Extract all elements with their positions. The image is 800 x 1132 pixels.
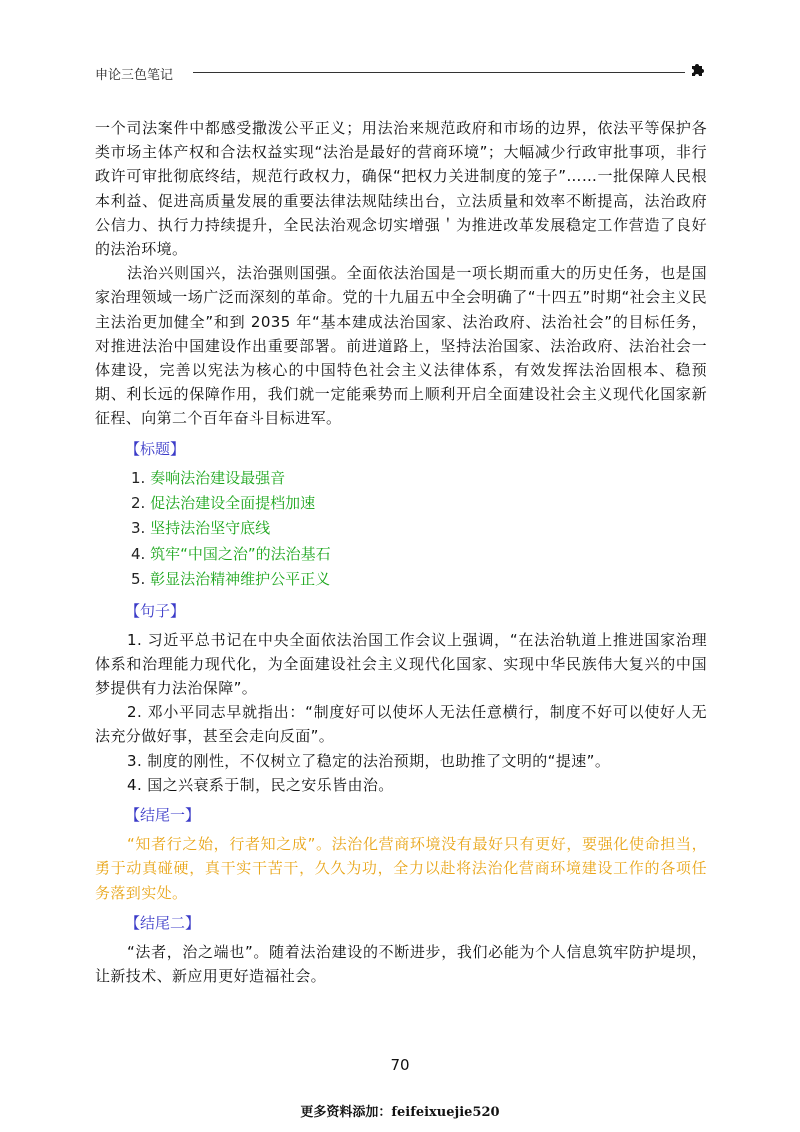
ending2-text: “法者，治之端也”。随着法治建设的不断进步，我们必能为个人信息筑牢防护堤坝，让新技术、新应用更好造福社会。 (95, 942, 707, 985)
page-number: 70 (390, 1056, 410, 1074)
title-number: 1. (131, 468, 146, 487)
title-text: 促法治建设全面提档加速 (150, 494, 316, 513)
titles-heading: 【标题】 (125, 439, 186, 458)
page-header (95, 60, 707, 84)
list-item (131, 516, 707, 541)
title-text: 彰显法治精神维护公平正义 (150, 570, 331, 589)
sentence-2: 2. 邓小平同志早就指出：“制度好可以使坏人无法任意横行，制度不好可以使好人无法充分做好事，甚至会走向反面”。 (95, 703, 707, 746)
title-number: 3. (131, 519, 146, 538)
list-item (131, 567, 707, 592)
title-number: 4. (131, 544, 146, 563)
sentence-1: 1. 习近平总书记在中央全面依法治国工作会议上强调，“在法治轨道上推进国家治理体系和治理能力现代化，为全面建设社会主义现代化国家、实现中华民族伟大复兴的中国梦提供有力法治保障”。 (95, 630, 707, 698)
sentence-3: 3. 制度的刚性，不仅树立了稳定的法治预期，也助推了文明的“提速”。 (127, 751, 611, 770)
ending1-text: “知者行之始，行者知之成”。法治化营商环境没有最好只有更好，要强化使命担当，勇于动真碰硬，真干实干苦干，久久为功，全力以赴将法治化营商环境建设工作的各项任务落到实处。 (95, 835, 707, 902)
paragraph-1: 一个司法案件中都感受撒泼公平正义；用法治来规范政府和市场的边界，依法平等保护各类市场主体产权和合法权益实现“法治是最好的营商环境”；大幅减少行政审批事项，非行政许可审批彻底终结，规范行政权力，确保“把权力关进制度的笼子”……一批保障人民根本利益、促进高质量发展的重要法律法规陆续出台，立法质量和效率不断提高，法治政府公信力、执行力持续提升，全民法治观念切实增强＇为推进改革发展稳定工作营造了良好的法治环境。 (95, 119, 707, 259)
paragraph-2: 法治兴则国兴，法治强则国强。全面依法治国是一项长期而重大的历史任务，也是国家治理领域一场广泛而深刻的革命。党的十九届五中全会明确了“十四五”时期“社会主义民主法治更加健全”和到 2035 年“基本建成法治国家、法治政府、法治社会”的目标任务，对推进法治中国建设作出重要部署。前进道路上，坚持法治国家、法治政府、法治社会一体建设，完善以宪法为核心的中国特色社会主义法律体系，有效发挥法治固根本、稳预期、利长远的保障作用，我们就一定能乘势而上顺利开启全面建设社会主义现代化国家新征程、向第二个百年奋斗目标进军。 (95, 264, 707, 428)
list-item (131, 491, 707, 516)
title-text: 坚持法治坚守底线 (150, 519, 271, 538)
title-number: 5. (131, 570, 146, 589)
list-item (131, 466, 707, 491)
puzzle-icon (689, 62, 705, 82)
sentences-heading: 【句子】 (125, 601, 186, 620)
sentence-4: 4. 国之兴衰系于制，民之安乐皆由治。 (127, 775, 394, 794)
header-rule (193, 72, 685, 73)
ending2-heading: 【结尾二】 (125, 913, 201, 932)
ending1-heading: 【结尾一】 (125, 806, 201, 825)
header-title: 申论三色笔记 (95, 68, 174, 83)
list-item (131, 542, 707, 567)
title-text: 筑牢“中国之治”的法治基石 (150, 544, 331, 563)
document-body (95, 116, 707, 988)
titles-list (131, 466, 707, 593)
title-text: 奏响法治建设最强音 (150, 468, 286, 487)
title-number: 2. (131, 494, 146, 513)
footer-note: 更多资料添加：feifeixuejie520 (300, 1105, 500, 1120)
